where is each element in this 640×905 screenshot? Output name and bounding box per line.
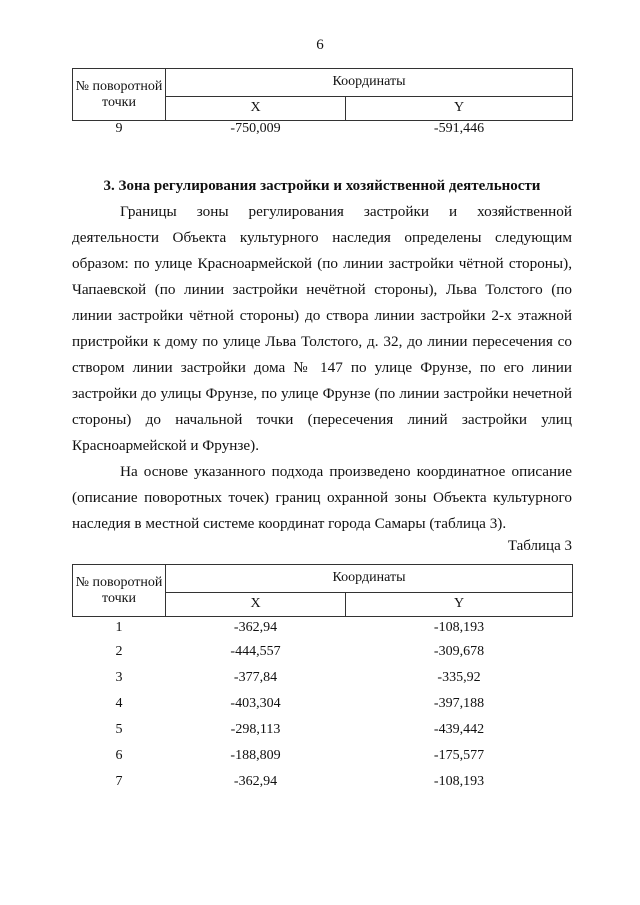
y-cell: -439,442 xyxy=(433,722,485,737)
y-header: Y xyxy=(346,592,573,616)
table-row xyxy=(73,717,573,743)
point-number-cell: 4 xyxy=(115,696,123,711)
point-number-header: № поворотной точки xyxy=(73,69,166,121)
table-row xyxy=(73,769,573,795)
point-number-cell: 5 xyxy=(115,722,123,737)
x-cell: -377,84 xyxy=(233,670,278,685)
point-number-header: № поворотной точки xyxy=(73,565,166,617)
section-heading: 3. Зона регулирования застройки и хозяйственной деятельности xyxy=(103,178,541,194)
point-number-cell: 2 xyxy=(115,644,123,659)
x-cell: -444,557 xyxy=(230,644,281,659)
boundary-description-paragraph: Границы зоны регулирования застройки и хозяйственной деятельности Объекта культурного наследия определены следующим образом: по улице Красноармейской (по линии застройки чётной стороны), Чапаевской (по линии застройки нечётной стороны), Льва Толстого (по линии застройки чётной стороны) до створа линии застройки 2-х этажной пристройки к дому по улице Льва Толстого, д. 32, до линии пересечения со створом линии застройки дома № 147 по улице Фрунзе, по его линии застройки до улицы Фрунзе, по улице Фрунзе (по линии застройки нечетной стороны) до начальной точки (пересечения линий застройки улиц Красноармейской и Фрунзе). xyxy=(72,203,572,454)
y-cell: -309,678 xyxy=(433,644,485,659)
coordinates-table-3 xyxy=(72,564,573,795)
point-number-cell: 3 xyxy=(115,670,123,685)
coordinates-header: Координаты xyxy=(166,69,573,97)
y-cell: -108,193 xyxy=(433,620,485,635)
x-cell: -362,94 xyxy=(233,620,278,635)
y-cell: -175,577 xyxy=(433,748,485,763)
table-row xyxy=(73,617,573,640)
point-number-cell: 1 xyxy=(115,620,123,635)
x-cell: -362,94 xyxy=(233,774,278,789)
table-row xyxy=(73,743,573,769)
x-cell: -188,809 xyxy=(230,748,281,763)
point-number-cell: 6 xyxy=(115,748,123,763)
point-number-cell: 9 xyxy=(115,121,123,136)
table-row xyxy=(73,639,573,665)
table-caption: Таблица 3 xyxy=(507,538,572,554)
x-cell: -298,113 xyxy=(230,722,281,737)
point-number-cell: 7 xyxy=(115,774,123,789)
x-cell: -403,304 xyxy=(230,696,281,711)
table-row xyxy=(73,121,573,138)
page-number: 6 xyxy=(316,37,324,53)
table-row xyxy=(73,691,573,717)
y-cell: -397,188 xyxy=(433,696,485,711)
coordinates-table-continued xyxy=(72,68,573,137)
table-row xyxy=(73,665,573,691)
coordinates-header: Координаты xyxy=(166,565,573,593)
y-header: Y xyxy=(346,96,573,120)
y-cell: -335,92 xyxy=(437,670,481,685)
coordinate-description-paragraph: На основе указанного подхода произведено координатное описание (описание поворотных точек) границ охранной зоны Объекта культурного наследия в местной системе координат города Самары (таблица 3). xyxy=(72,463,572,532)
x-cell: -750,009 xyxy=(230,121,281,136)
x-header: X xyxy=(166,96,346,120)
x-header: X xyxy=(166,592,346,616)
y-cell: -591,446 xyxy=(433,121,485,136)
y-cell: -108,193 xyxy=(433,774,485,789)
